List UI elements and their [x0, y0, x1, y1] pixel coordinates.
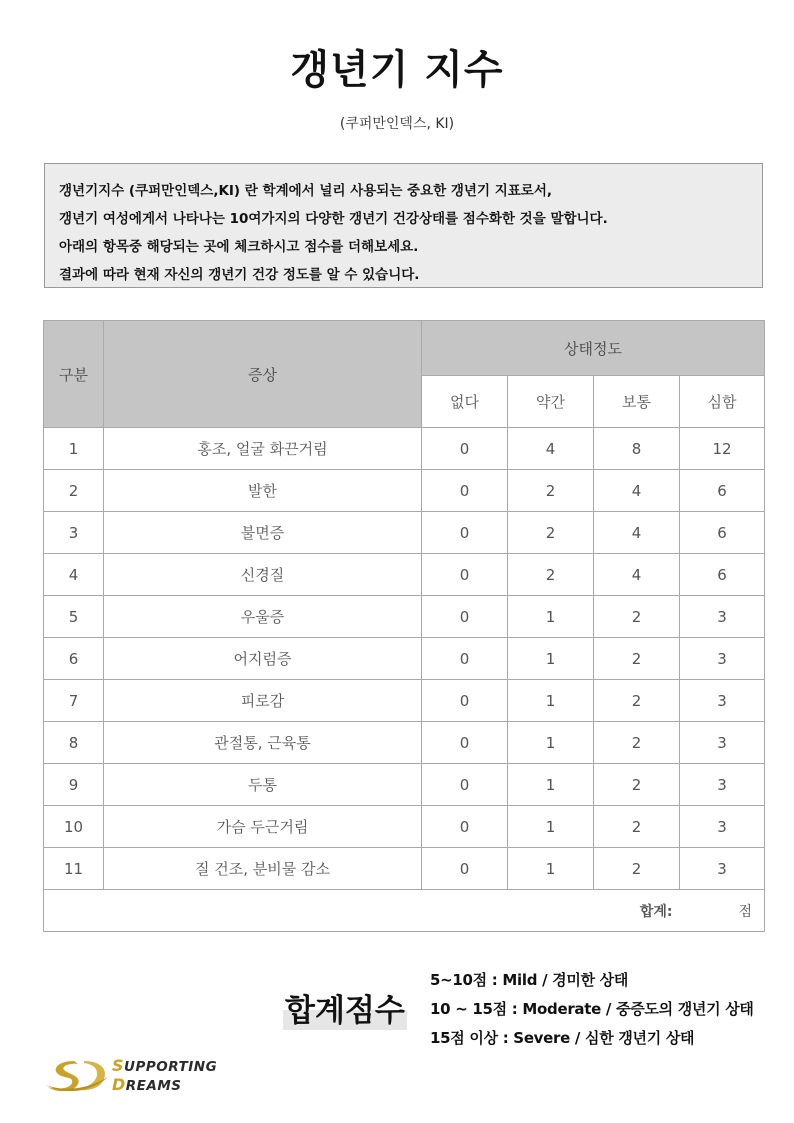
- row-number: 11: [44, 848, 104, 890]
- header-symptom: 증상: [104, 321, 422, 428]
- symptom-name: 발한: [104, 470, 422, 512]
- row-number: 10: [44, 806, 104, 848]
- symptom-name: 우울증: [104, 596, 422, 638]
- score-cell[interactable]: 0: [422, 680, 508, 722]
- scale-mild: 5~10점 : Mild / 경미한 상태: [430, 971, 629, 989]
- score-cell[interactable]: 6: [680, 554, 765, 596]
- score-cell[interactable]: 6: [680, 512, 765, 554]
- table-row: [44, 596, 765, 638]
- table-row: [44, 470, 765, 512]
- score-cell[interactable]: 4: [594, 470, 680, 512]
- intro-line: 결과에 따라 현재 자신의 갱년기 건강 정도를 알 수 있습니다.: [59, 267, 420, 283]
- table-row: [44, 638, 765, 680]
- total-unit: 점: [738, 903, 753, 920]
- score-cell[interactable]: 1: [508, 638, 594, 680]
- score-cell[interactable]: 3: [680, 764, 765, 806]
- score-cell[interactable]: 0: [422, 512, 508, 554]
- intro-box: [44, 163, 763, 288]
- table-row: [44, 722, 765, 764]
- symptom-name: 홍조, 얼굴 화끈거림: [104, 428, 422, 470]
- score-cell[interactable]: 8: [594, 428, 680, 470]
- score-cell[interactable]: 2: [594, 848, 680, 890]
- score-cell[interactable]: 1: [508, 848, 594, 890]
- scale-severe: 15점 이상 : Severe / 심한 갱년기 상태: [430, 1029, 695, 1047]
- table-row: [44, 554, 765, 596]
- score-cell[interactable]: 0: [422, 848, 508, 890]
- page-subtitle: (쿠퍼만인덱스, KI): [339, 116, 455, 132]
- score-cell[interactable]: 2: [594, 806, 680, 848]
- total-row: [44, 890, 765, 932]
- row-number: 1: [44, 428, 104, 470]
- header-level-severe: 심함: [680, 376, 765, 428]
- score-cell[interactable]: 2: [594, 764, 680, 806]
- score-cell[interactable]: 3: [680, 638, 765, 680]
- score-cell[interactable]: 3: [680, 848, 765, 890]
- header-level-moderate: 보통: [594, 376, 680, 428]
- symptom-name: 질 건조, 분비물 감소: [104, 848, 422, 890]
- header-level-slight: 약간: [508, 376, 594, 428]
- score-cell[interactable]: 3: [680, 680, 765, 722]
- table-row: [44, 806, 765, 848]
- score-cell[interactable]: 2: [594, 638, 680, 680]
- row-number: 5: [44, 596, 104, 638]
- score-scale: [430, 966, 754, 1053]
- symptom-name: 가슴 두근거림: [104, 806, 422, 848]
- score-cell[interactable]: 1: [508, 806, 594, 848]
- score-cell[interactable]: 1: [508, 722, 594, 764]
- logo-emblem-icon: [44, 1057, 112, 1095]
- logo-line1-rest: UPPORTING: [124, 1059, 218, 1075]
- symptom-name: 피로감: [104, 680, 422, 722]
- row-number: 4: [44, 554, 104, 596]
- score-cell[interactable]: 0: [422, 638, 508, 680]
- score-cell[interactable]: 4: [594, 554, 680, 596]
- score-cell[interactable]: 3: [680, 806, 765, 848]
- header-level: 상태정도: [422, 321, 765, 376]
- intro-line: 갱년기지수 (쿠퍼만인덱스,KI) 란 학계에서 널리 사용되는 중요한 갱년기 지표로서,: [59, 183, 552, 199]
- score-cell[interactable]: 12: [680, 428, 765, 470]
- intro-line: 갱년기 여성에게서 나타나는 10여가지의 다양한 갱년기 건강상태를 점수화한 것을 말합니다.: [59, 211, 608, 227]
- score-cell[interactable]: 2: [594, 722, 680, 764]
- logo: [44, 1055, 244, 1095]
- score-cell[interactable]: 0: [422, 428, 508, 470]
- table-row: [44, 680, 765, 722]
- page-title: 갱년기 지수: [290, 47, 504, 93]
- logo-line2-rest: REAMS: [125, 1078, 182, 1094]
- symptom-table: [43, 320, 765, 932]
- score-cell[interactable]: 2: [508, 554, 594, 596]
- logo-text: [112, 1057, 217, 1095]
- scale-moderate: 10 ~ 15점 : Moderate / 중증도의 갱년기 상태: [430, 1000, 754, 1018]
- score-cell[interactable]: 1: [508, 764, 594, 806]
- table-row: [44, 512, 765, 554]
- score-cell[interactable]: 0: [422, 722, 508, 764]
- score-cell[interactable]: 2: [508, 512, 594, 554]
- row-number: 2: [44, 470, 104, 512]
- symptom-name: 신경질: [104, 554, 422, 596]
- score-cell[interactable]: 2: [594, 596, 680, 638]
- score-cell[interactable]: 0: [422, 764, 508, 806]
- total-label: 합계:: [639, 903, 673, 920]
- score-cell[interactable]: 0: [422, 470, 508, 512]
- score-cell[interactable]: 4: [508, 428, 594, 470]
- intro-line: 아래의 항목중 해당되는 곳에 체크하시고 점수를 더해보세요.: [59, 239, 419, 255]
- score-cell[interactable]: 1: [508, 680, 594, 722]
- score-cell[interactable]: 3: [680, 722, 765, 764]
- score-cell[interactable]: 3: [680, 596, 765, 638]
- score-cell[interactable]: 6: [680, 470, 765, 512]
- table-body: [44, 428, 765, 890]
- row-number: 6: [44, 638, 104, 680]
- table-row: [44, 848, 765, 890]
- row-number: 9: [44, 764, 104, 806]
- score-cell[interactable]: 1: [508, 596, 594, 638]
- logo-line2-cap: D: [112, 1075, 126, 1094]
- symptom-name: 두통: [104, 764, 422, 806]
- table-row: [44, 764, 765, 806]
- score-title: 합계점수: [283, 985, 407, 1030]
- score-cell[interactable]: 4: [594, 512, 680, 554]
- symptom-name: 불면증: [104, 512, 422, 554]
- score-cell[interactable]: 2: [508, 470, 594, 512]
- header-no: 구분: [44, 321, 104, 428]
- score-cell[interactable]: 2: [594, 680, 680, 722]
- score-cell[interactable]: 0: [422, 596, 508, 638]
- symptom-name: 어지럼증: [104, 638, 422, 680]
- score-cell[interactable]: 0: [422, 554, 508, 596]
- logo-line1-cap: S: [112, 1056, 125, 1075]
- table-row: [44, 428, 765, 470]
- row-number: 3: [44, 512, 104, 554]
- row-number: 7: [44, 680, 104, 722]
- header-level-none: 없다: [422, 376, 508, 428]
- row-number: 8: [44, 722, 104, 764]
- symptom-name: 관절통, 근육통: [104, 722, 422, 764]
- score-cell[interactable]: 0: [422, 806, 508, 848]
